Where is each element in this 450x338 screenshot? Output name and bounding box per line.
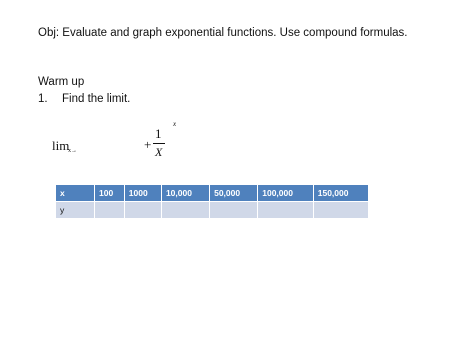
exponent: x	[173, 120, 177, 128]
table-header-cell: 10,000	[161, 185, 209, 202]
fraction-denominator: X	[155, 145, 163, 159]
objective-text: Obj: Evaluate and graph exponential functions. Use compound formulas.	[38, 27, 408, 39]
lim-subscript	[68, 148, 77, 154]
plus-sign: +	[144, 137, 152, 152]
lim-operator: lim	[52, 138, 70, 153]
table-header-cell: 1000	[124, 185, 161, 202]
fraction-bar	[153, 143, 165, 144]
table-header-cell: x	[56, 185, 95, 202]
limit-formula	[52, 118, 177, 164]
warmup-heading: Warm up	[38, 76, 85, 88]
xy-table	[56, 185, 368, 219]
table-header-cell: 50,000	[210, 185, 258, 202]
table-cell	[95, 202, 125, 219]
table-cell	[210, 202, 258, 219]
lim-subscript-text: x→	[68, 148, 77, 154]
table-cell	[313, 202, 368, 219]
question-1	[38, 93, 130, 105]
table-header-cell: 100	[95, 185, 125, 202]
table-cell	[258, 202, 314, 219]
fraction-numerator: 1	[155, 126, 162, 141]
table-row	[56, 202, 368, 219]
table-header-cell: 100,000	[258, 185, 314, 202]
table-cell	[161, 202, 209, 219]
table-header-cell: 150,000	[313, 185, 368, 202]
question-text: Find the limit.	[62, 93, 131, 105]
table-cell	[124, 202, 161, 219]
table-header-row	[56, 185, 368, 202]
table-row-label: y	[56, 202, 95, 219]
question-number: 1.	[38, 93, 48, 105]
